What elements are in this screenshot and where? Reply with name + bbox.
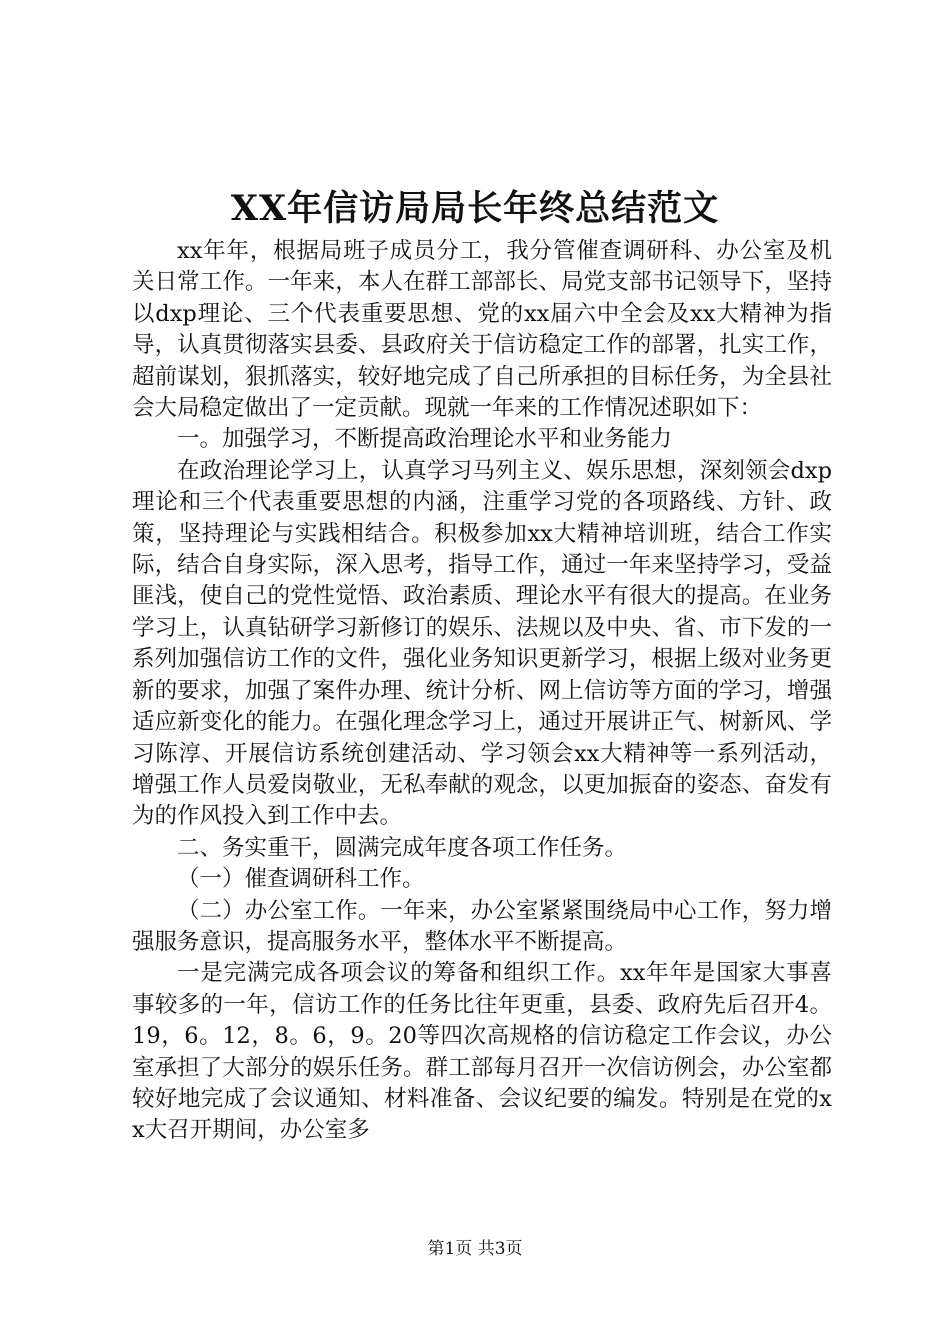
section-heading-2: 二、务实重干，圆满完成年度各项工作任务。 xyxy=(177,834,628,861)
section-heading-1: 一。加强学习，不断提高政治理论水平和业务能力 xyxy=(177,426,673,453)
subsection-heading-2: （二）办公室工作。一年来，办公室紧紧围绕局中心工作，努力增强服务意识，提高服务水平，整体水平不断提高。 xyxy=(132,897,832,955)
subsection-heading-1: （一）催查调研科工作。 xyxy=(177,866,425,893)
paragraph-intro: xx年年，根据局班子成员分工，我分管催查调研科、办公室及机关日常工作。一年来，本人在群工部部长、局党支部书记领导下，坚持以dxp理论、三个代表重要思想、党的xx届六中全会及xx大精神为指导，认真贯彻落实县委、县政府关于信访稳定工作的部署，扎实工作，超前谋划，狠抓落实，较好地完成了自己所承担的目标任务，为全县社会大局稳定做出了一定贡献。现就一年来的工作情况述职如下： xyxy=(132,238,832,422)
page-footer: 第1页 共3页 xyxy=(427,1239,523,1259)
document-title: XX年信访局局长年终总结范文 xyxy=(230,188,720,229)
paragraph-study: 在政治理论学习上，认真学习马列主义、娱乐思想，深刻领会dxp理论和三个代表重要思想的内涵，注重学习党的各项路线、方针、政策，坚持理论与实践相结合。积极参加xx大精神培训班，结合工作实际，结合自身实际，深入思考，指导工作，通过一年来坚持学习，受益匪浅，使自己的党性觉悟、政治素质、理论水平有很大的提高。在业务学习上，认真钻研学习新修订的娱乐、法规以及中央、省、市下发的一系列加强信访工作的文件，强化业务知识更新学习，根据上级对业务更新的要求，加强了案件办理、统计分析、网上信访等方面的学习，增强适应新变化的能力。在强化理念学习上，通过开展讲正气、树新风、学习陈淳、开展信访系统创建活动、学习领会xx大精神等一系列活动，增强工作人员爱岗敬业，无私奉献的观念，以更加振奋的姿态、奋发有为的作风投入到工作中去。 xyxy=(132,457,832,830)
paragraph-meetings: 一是完满完成各项会议的筹备和组织工作。xx年年是国家大事喜事较多的一年，信访工作的任务比往年更重，县委、政府先后召开4。19，6。12，8。6，9。20等四次高规格的信访稳定工作会议，办公室承担了大部分的娱乐任务。群工部每月召开一次信访例会，办公室都较好地完成了会议通知、材料准备、会议纪要的编发。特别是在党的xx大召开期间，办公室多 xyxy=(132,960,832,1144)
document-body xyxy=(132,236,832,1147)
